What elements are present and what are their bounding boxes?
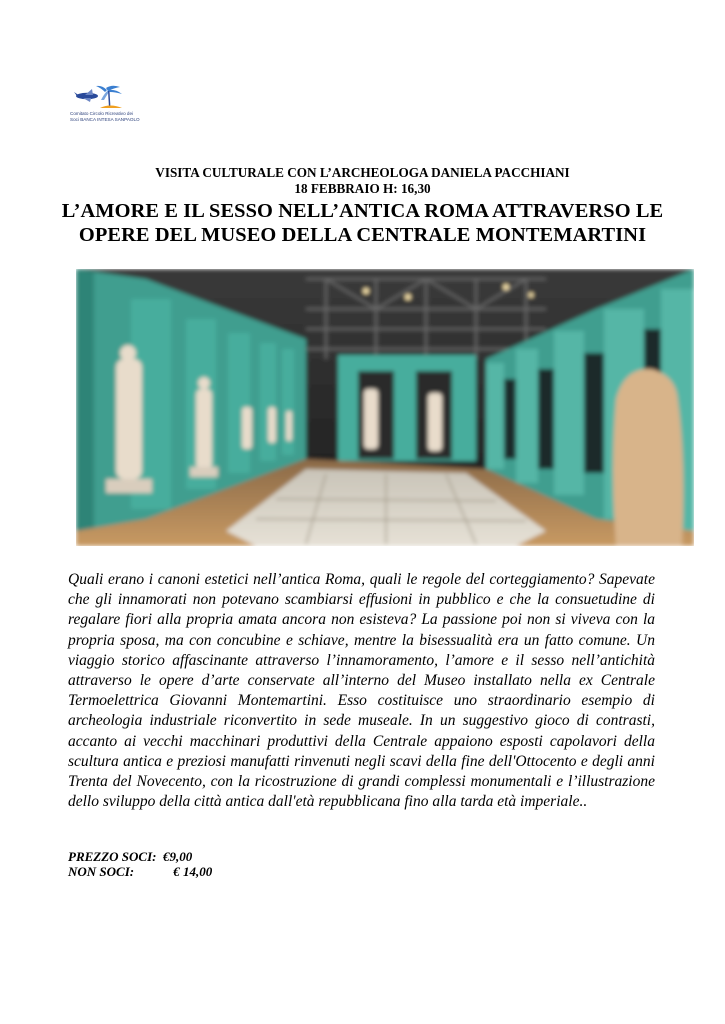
event-date: 18 FEBBRAIO H: 16,30 bbox=[294, 181, 431, 196]
museum-photo bbox=[76, 269, 694, 546]
price-members-label: PREZZO SOCI: bbox=[68, 849, 157, 864]
event-title bbox=[40, 199, 685, 247]
logo-caption bbox=[70, 111, 150, 122]
event-subtitle: VISITA CULTURALE CON L’ARCHEOLOGA DANIELA PACCHIANI bbox=[155, 165, 570, 180]
event-title-line-1: L’AMORE E IL SESSO NELL’ANTICA ROMA ATTRAVERSO LE bbox=[61, 200, 664, 222]
price-non-members bbox=[68, 864, 212, 879]
price-non-members-value: € 14,00 bbox=[173, 864, 213, 879]
event-description: Quali erano i canoni estetici nell’antica Roma, quali le regole del corteggiamento? Sapevate che gli innamorati non potevano scambiarsi effusioni in pubblico e che la consuetudine di regalare fiori alla propria amata ancora non esisteva? La passione poi non si viveva con la propria sposa, ma con concubine e schiave, mentre la bisessualità era un fatto comune. Un viaggio storico affascinante attraverso l’innamoramento, l’amore e il sesso nell’antichità attraverso le opere d’arte conservate all’interno del Museo installato nella ex Centrale Termoelettrica Giovanni Montemartini. Esso costituisce uno straordinario esempio di archeologia industriale riconvertito in sede museale. In un suggestivo gioco di contrasti, accanto ai vecchi macchinari produttivi della Centrale appaiono esposti capolavori della scultura antica e preziosi manufatti rinvenuti negli scavi della fine dell'Ottocento e degli anni Trenta del Novecento, con la ricostruzione di grandi complessi monumentali e l’illustrazione dello sviluppo della città antica dall'età repubblicana fino alla tarda età imperiale.. bbox=[68, 571, 655, 811]
event-title-line-2: OPERE DEL MUSEO DELLA CENTRALE MONTEMARTINI bbox=[78, 224, 647, 246]
logo-line-2: Soci BANCA INTESA SANPAOLO bbox=[70, 116, 140, 122]
price-members bbox=[68, 849, 192, 864]
logo-line-1: Comitato Circolo Ricreativo dei bbox=[70, 111, 134, 116]
price-members-value: €9,00 bbox=[162, 849, 193, 864]
plane-palm-icon bbox=[70, 82, 150, 112]
price-non-members-label: NON SOCI: bbox=[68, 864, 135, 879]
